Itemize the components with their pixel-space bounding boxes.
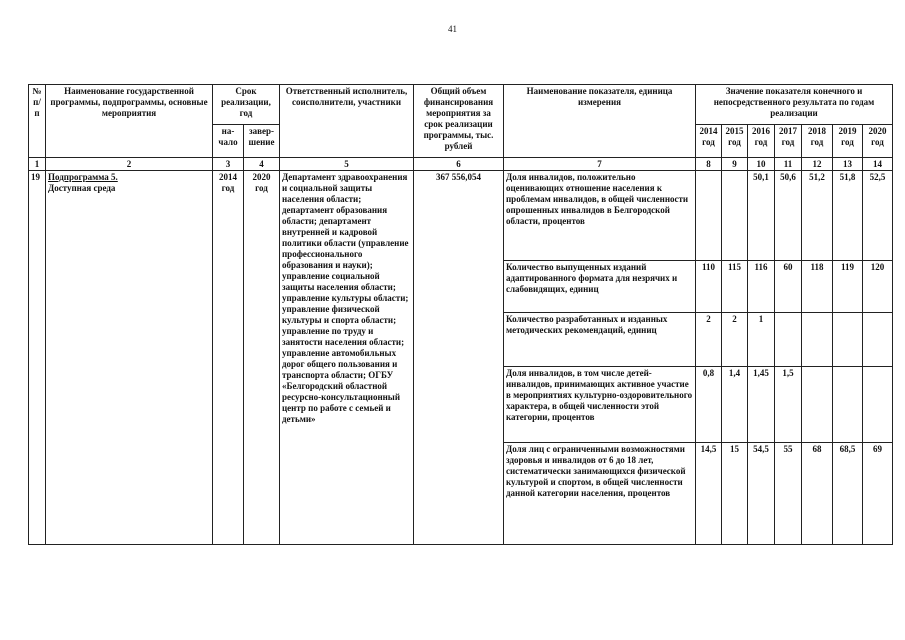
header-row-1 xyxy=(29,85,893,125)
indicator-value: 0,8 xyxy=(696,367,722,443)
column-number: 10 xyxy=(748,158,775,171)
indicator-value: 50,1 xyxy=(748,171,775,261)
indicator-value: 60 xyxy=(775,261,802,313)
header-executor: Ответственный исполнитель, соисполнители, участники xyxy=(280,85,414,158)
indicator-value: 119 xyxy=(833,261,863,313)
header-values: Значение показателя конечного и непосредственного результата по годам реализации xyxy=(696,85,893,125)
indicator-value xyxy=(775,313,802,367)
column-number: 11 xyxy=(775,158,802,171)
indicator-value xyxy=(863,313,893,367)
indicator-value: 1,5 xyxy=(775,367,802,443)
header-year: 2014 год xyxy=(696,125,722,158)
indicator-value: 68 xyxy=(802,443,833,545)
column-number: 8 xyxy=(696,158,722,171)
indicator-name: Доля лиц с ограниченными возможностями здоровья и инвалидов от 6 до 18 лет, систематически занимающихся физической культурой и спортом, в общей численности данной категории населения, процентов xyxy=(504,443,696,545)
indicator-value xyxy=(802,313,833,367)
term-end: 2020 год xyxy=(244,171,280,545)
column-number: 6 xyxy=(414,158,504,171)
header-volume: Общий объем финансирования мероприятия за срок реализации программы, тыс. рублей xyxy=(414,85,504,158)
indicator-value: 1 xyxy=(748,313,775,367)
indicator-value: 115 xyxy=(722,261,748,313)
column-number: 4 xyxy=(244,158,280,171)
term-start: 2014 год xyxy=(213,171,244,545)
header-year: 2017 год xyxy=(775,125,802,158)
indicator-value: 51,2 xyxy=(802,171,833,261)
indicator-value: 120 xyxy=(863,261,893,313)
header-year: 2016 год xyxy=(748,125,775,158)
column-number: 9 xyxy=(722,158,748,171)
financing-volume: 367 556,054 xyxy=(414,171,504,545)
indicator-value xyxy=(833,313,863,367)
header-year: 2015 год xyxy=(722,125,748,158)
indicator-value: 1,4 xyxy=(722,367,748,443)
indicator-value: 2 xyxy=(696,313,722,367)
executor-text: Департамент здравоохранения и социальной защиты населения области; департамент образования области; департамент внутренней и кадровой политики области (управление профессионального образования и науки); управление социальной защиты населения области; управление культуры области; управление физической культуры и спорта области; управление по труду и занятости населения области; управление автомобильных дорог общего пользования и транспорта области; ОГБУ «Белгородский областной ресурсно-консультационный центр по работе с семьей и детьми» xyxy=(280,171,414,545)
column-number: 1 xyxy=(29,158,46,171)
indicator-value: 15 xyxy=(722,443,748,545)
header-term-end: завер-шение xyxy=(244,125,280,158)
indicator-value: 110 xyxy=(696,261,722,313)
indicator-value: 1,45 xyxy=(748,367,775,443)
indicator-value: 51,8 xyxy=(833,171,863,261)
column-number: 12 xyxy=(802,158,833,171)
row-number: 19 xyxy=(29,171,46,545)
header-indicator: Наименование показателя, единица измерения xyxy=(504,85,696,158)
column-number: 13 xyxy=(833,158,863,171)
indicator-value: 55 xyxy=(775,443,802,545)
indicator-value xyxy=(696,171,722,261)
subprogram-cell xyxy=(46,171,213,545)
indicator-value xyxy=(802,367,833,443)
indicator-value: 14,5 xyxy=(696,443,722,545)
indicator-value: 2 xyxy=(722,313,748,367)
header-year: 2018 год xyxy=(802,125,833,158)
program-table xyxy=(28,84,893,545)
column-number: 5 xyxy=(280,158,414,171)
column-number: 7 xyxy=(504,158,696,171)
indicator-value: 68,5 xyxy=(833,443,863,545)
indicator-name: Доля инвалидов, положительно оценивающих отношение населения к проблемам инвалидов, в общей численности опрошенных инвалидов в Белгородской области, процентов xyxy=(504,171,696,261)
page-number: 41 xyxy=(448,24,457,34)
indicator-value: 54,5 xyxy=(748,443,775,545)
subprogram-title: Подпрограмма 5. xyxy=(48,172,118,182)
indicator-value: 69 xyxy=(863,443,893,545)
header-year: 2019 год xyxy=(833,125,863,158)
column-number: 2 xyxy=(46,158,213,171)
header-name: Наименование государственной программы, подпрограммы, основные мероприятия xyxy=(46,85,213,158)
header-year: 2020 год xyxy=(863,125,893,158)
indicator-name: Количество разработанных и изданных методических рекомендаций, единиц xyxy=(504,313,696,367)
indicator-value xyxy=(722,171,748,261)
header-num: № п/п xyxy=(29,85,46,158)
indicator-name: Доля инвалидов, в том числе детей-инвалидов, принимающих активное участие в мероприятиях культурно-оздоровительного характера, в общей численности этой категории, процентов xyxy=(504,367,696,443)
column-number-row xyxy=(29,158,893,171)
indicator-value: 50,6 xyxy=(775,171,802,261)
indicator-value: 52,5 xyxy=(863,171,893,261)
indicator-row xyxy=(29,171,893,261)
column-number: 3 xyxy=(213,158,244,171)
indicator-name: Количество выпущенных изданий адаптированного формата для незрячих и слабовидящих, единиц xyxy=(504,261,696,313)
indicator-value: 118 xyxy=(802,261,833,313)
indicator-value: 116 xyxy=(748,261,775,313)
column-number: 14 xyxy=(863,158,893,171)
indicator-value xyxy=(833,367,863,443)
header-term: Срок реализации, год xyxy=(213,85,280,125)
header-term-start: на-чало xyxy=(213,125,244,158)
subprogram-name: Доступная среда xyxy=(48,183,116,193)
indicator-value xyxy=(863,367,893,443)
